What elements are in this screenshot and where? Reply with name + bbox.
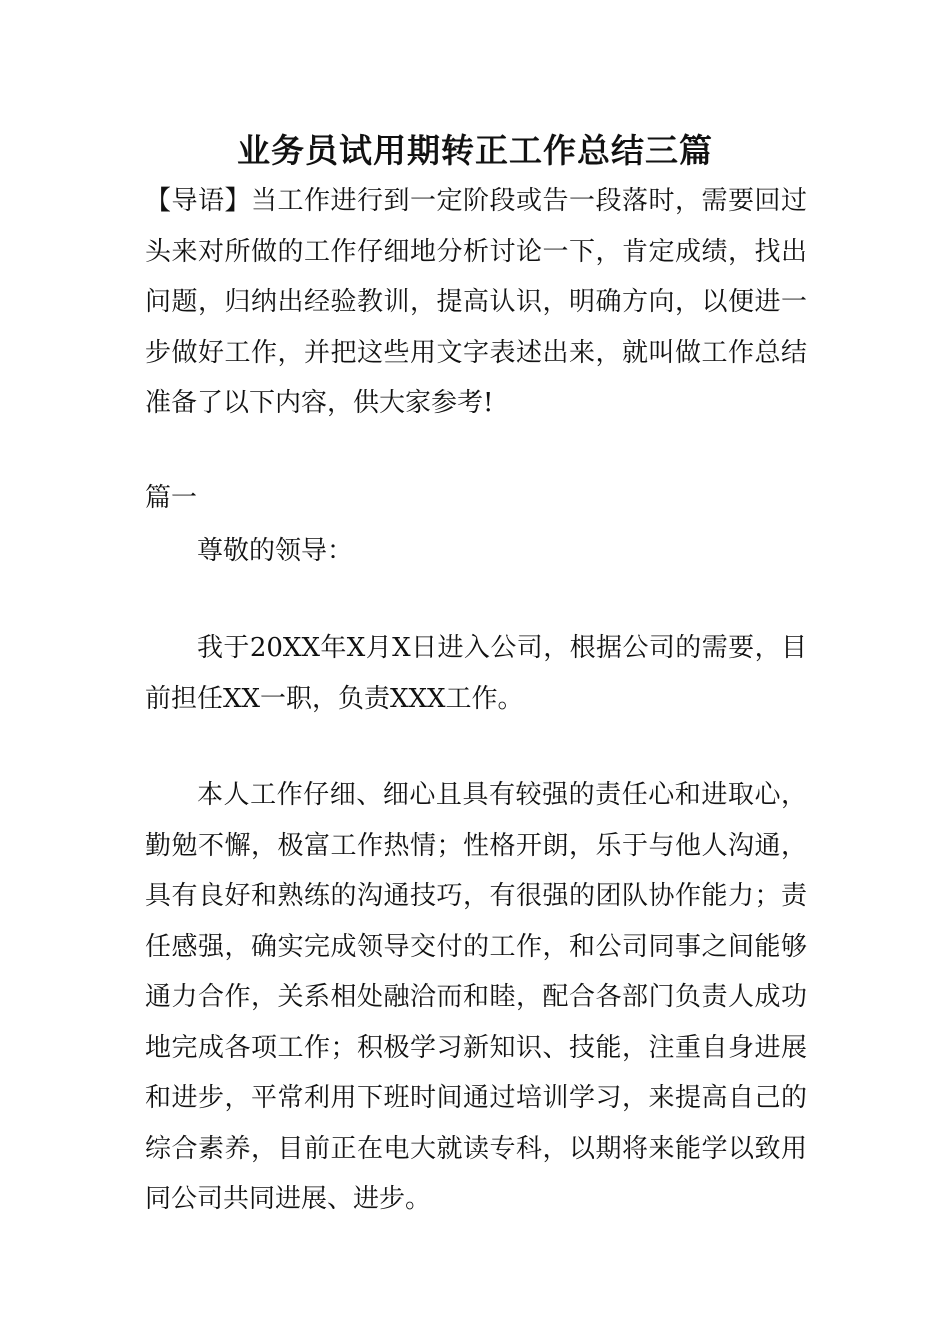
intro-paragraph: 【导语】当工作进行到一定阶段或告一段落时，需要回过头来对所做的工作仔细地分析讨论一下，肯定成绩，找出问题，归纳出经验教训，提高认识，明确方向，以便进一步做好工作，并把这些用文字表述出来，就叫做工作总结准备了以下内容，供大家参考! [145,186,807,418]
body-paragraph-1: 我于20XX年X月X日进入公司，根据公司的需要，目前担任XX一职，负责XXX工作。 [145,633,807,714]
body-paragraph-2: 本人工作仔细、细心且具有较强的责任心和进取心，勤勉不懈，极富工作热情；性格开朗，乐于与他人沟通，具有良好和熟练的沟通技巧，有很强的团队协作能力；责任感强，确实完成领导交付的工作，和公司同事之间能够通力合作，关系相处融洽而和睦，配合各部门负责人成功地完成各项工作；积极学习新知识、技能，注重自身进展和进步，平常利用下班时间通过培训学习，来提高自己的综合素养，目前正在电大就读专科，以期将来能学以致用同公司共同进展、进步。 [145,780,807,1214]
salutation: 尊敬的领导： [197,536,354,566]
document-title: 业务员试用期转正工作总结三篇 [237,131,713,170]
section-heading: 篇一 [145,483,198,513]
